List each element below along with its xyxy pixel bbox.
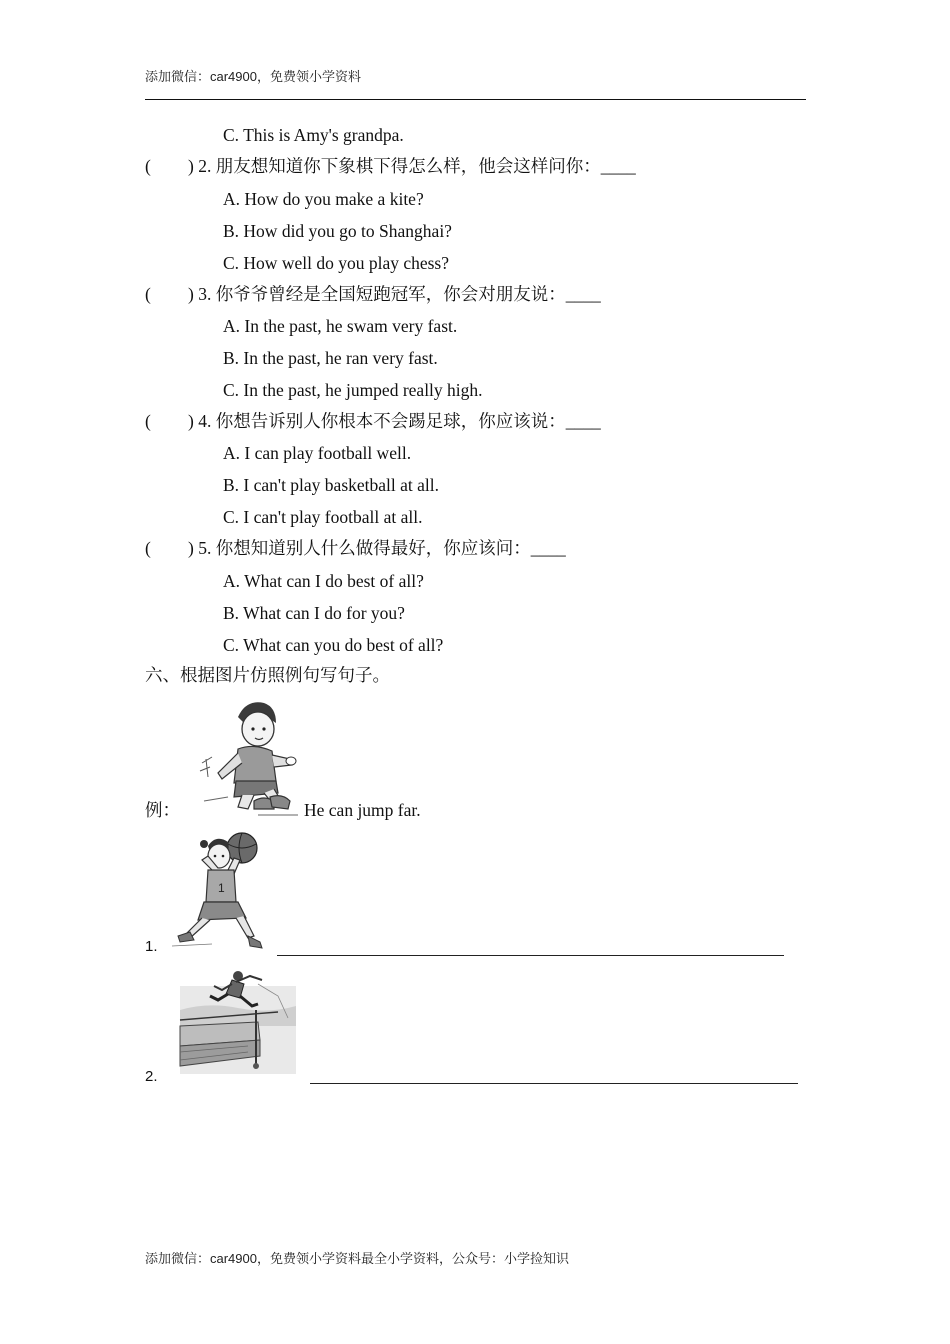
page-footer: 添加微信：car4900，免费领小学资料最全小学资料，公众号：小学捡知识 <box>145 1251 569 1266</box>
answer-paren-close: ) <box>188 156 194 176</box>
q3-option-a: A. In the past, he swam very fast. <box>223 316 458 336</box>
header-divider <box>145 99 806 100</box>
question-2 <box>145 155 636 177</box>
answer-paren-open: ( <box>145 284 151 304</box>
answer-paren-close: ) <box>188 284 194 304</box>
q2-option-c: C. How well do you play chess? <box>223 253 450 273</box>
q3-option-c: C. In the past, he jumped really high. <box>223 380 483 400</box>
answer-paren-close: ) <box>188 411 194 431</box>
girl-basketball-image <box>172 830 268 952</box>
q5-option-a: A. What can I do best of all? <box>223 571 424 591</box>
q4-option-a: A. I can play football well. <box>223 443 412 463</box>
answer-paren-close: ) <box>188 538 194 558</box>
question-stem: 5. 你想知道别人什么做得最好，你应该问：____ <box>198 538 566 558</box>
question-stem: 3. 你爷爷曾经是全国短跑冠军，你会对朋友说：____ <box>198 284 601 304</box>
exercise-1-answer-line[interactable] <box>277 955 784 956</box>
question-3 <box>145 283 601 305</box>
exercise-1-number: 1. <box>145 938 158 955</box>
answer-paren-open: ( <box>145 156 151 176</box>
page-header: 添加微信：car4900，免费领小学资料 <box>145 69 361 84</box>
question-stem: 2. 朋友想知道你下象棋下得怎么样，他会这样问你：____ <box>198 156 636 176</box>
q2-option-b: B. How did you go to Shanghai? <box>223 221 452 241</box>
q3-option-b: B. In the past, he ran very fast. <box>223 348 438 368</box>
question-stem: 4. 你想告诉别人你根本不会踢足球，你应该说：____ <box>198 411 601 431</box>
question-5 <box>145 537 566 559</box>
example-sentence: He can jump far. <box>304 800 421 820</box>
prev-option-c: C. This is Amy's grandpa. <box>223 125 404 145</box>
q2-option-a: A. How do you make a kite? <box>223 189 424 209</box>
q4-option-b: B. I can't play basketball at all. <box>223 475 439 495</box>
answer-paren-open: ( <box>145 411 151 431</box>
high-jump-image <box>178 966 298 1076</box>
q4-option-c: C. I can't play football at all. <box>223 507 423 527</box>
exercise-2-number: 2. <box>145 1068 158 1085</box>
exercise-2-answer-line[interactable] <box>310 1083 798 1084</box>
section-6-title: 六、根据图片仿照例句写句子。 <box>145 665 390 685</box>
question-4 <box>145 410 601 432</box>
boy-jumping-image <box>198 697 304 817</box>
q5-option-c: C. What can you do best of all? <box>223 635 444 655</box>
answer-paren-open: ( <box>145 538 151 558</box>
q5-option-b: B. What can I do for you? <box>223 603 405 623</box>
svg-text:1: 1 <box>218 881 225 895</box>
example-label: 例： <box>145 800 180 820</box>
